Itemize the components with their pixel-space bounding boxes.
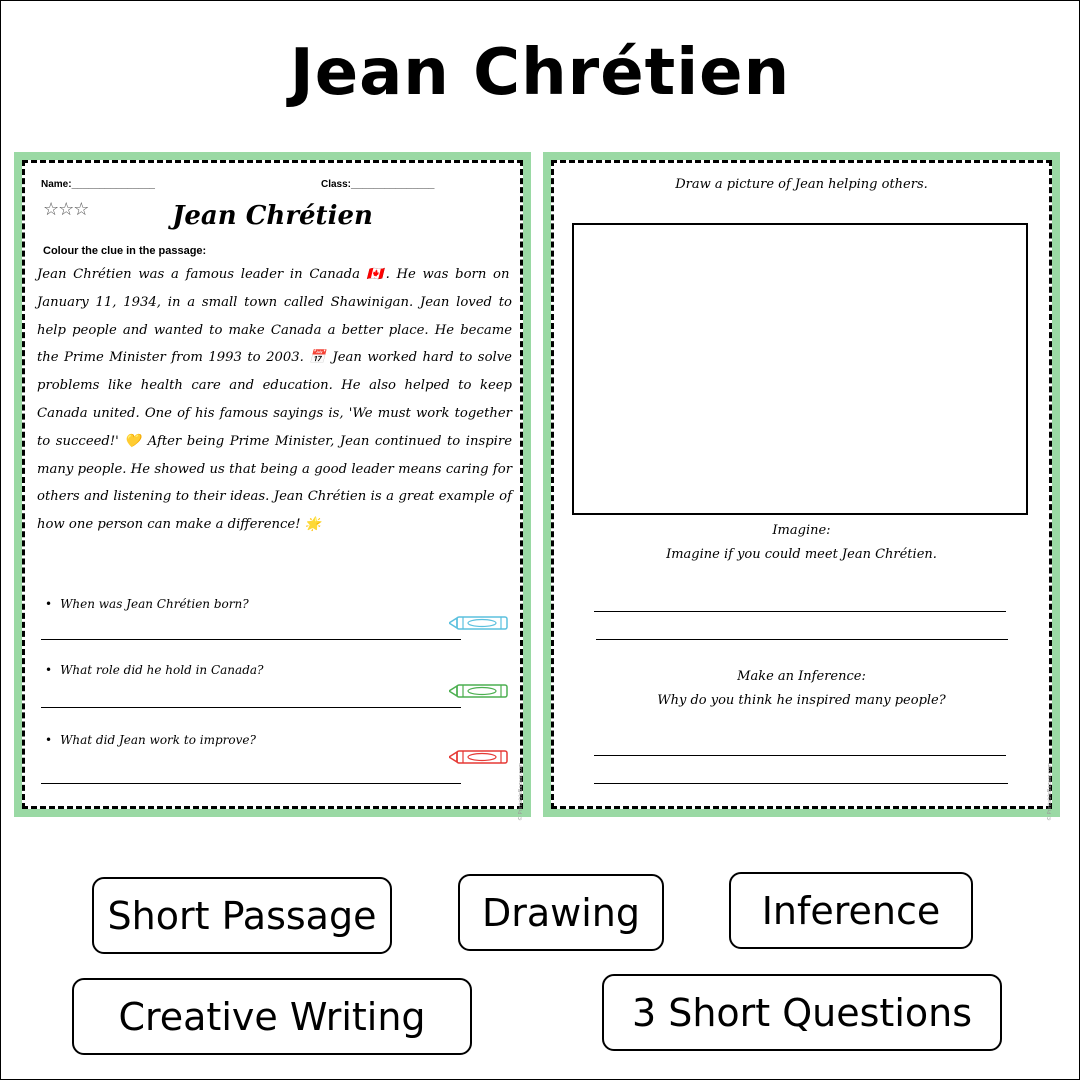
writing-line [594, 611, 1006, 612]
worksheet-title: Jean Chrétien [172, 201, 373, 231]
class-field-label: Class:_______________ [321, 179, 435, 190]
inference-heading: Make an Inference: [737, 669, 866, 684]
tag-3-short-questions: 3 Short Questions [602, 974, 1002, 1051]
reading-passage: Jean Chrétien was a famous leader in Canada 🇨🇦. He was born on January 11, 1934, in a small town called Shawinigan. Jean loved to help people and wanted to make Canada a better place. He became the Prime Minister from 1993 to 2003. 📅 Jean worked hard to solve problems like health care and education. He also helped to keep Canada united. One of his famous sayings is, 'We must work together to succeed!' 💛 After being Prime Minister, Jean continued to inspire many people. He showed us that being a good leader means caring for others and listening to their ideas. Jean Chrétien is a great example of how one person can make a difference! 🌟 [37, 267, 512, 533]
crayon-icon [449, 615, 509, 631]
writing-line [594, 783, 1008, 784]
worksheet-page [22, 160, 524, 821]
copyright-note: © PrintableBazaar.com [518, 763, 524, 821]
answer-line [41, 783, 461, 784]
question-3: • What did Jean work to improve? [45, 733, 256, 747]
imagine-prompt: Imagine if you could meet Jean Chrétien. [666, 547, 937, 562]
name-field-label: Name:_______________ [41, 179, 155, 190]
crayon-icon [449, 749, 509, 765]
copyright-note: © PrintableBazaar.com [1047, 763, 1053, 821]
worksheet-preview-activities [543, 152, 1060, 821]
question-1: • When was Jean Chrétien born? [45, 597, 249, 611]
answer-line [41, 639, 461, 640]
writing-line [594, 755, 1006, 756]
tag-inference: Inference [729, 872, 973, 949]
worksheet-preview-reading [14, 152, 531, 821]
worksheet-page [551, 160, 1053, 821]
page-title: Jean Chrétien [289, 36, 791, 110]
question-2: • What role did he hold in Canada? [45, 663, 263, 677]
tag-drawing: Drawing [458, 874, 664, 951]
drawing-box [572, 223, 1028, 515]
rating-stars: ☆☆☆ [43, 199, 89, 220]
draw-prompt: Draw a picture of Jean helping others. [675, 177, 928, 192]
tag-creative-writing: Creative Writing [72, 978, 472, 1055]
crayon-icon [449, 683, 509, 699]
writing-line [596, 639, 1008, 640]
answer-line [41, 707, 461, 708]
inference-prompt: Why do you think he inspired many people? [657, 693, 946, 708]
tag-short-passage: Short Passage [92, 877, 392, 954]
clue-instruction: Colour the clue in the passage: [43, 245, 207, 257]
imagine-heading: Imagine: [772, 523, 831, 538]
